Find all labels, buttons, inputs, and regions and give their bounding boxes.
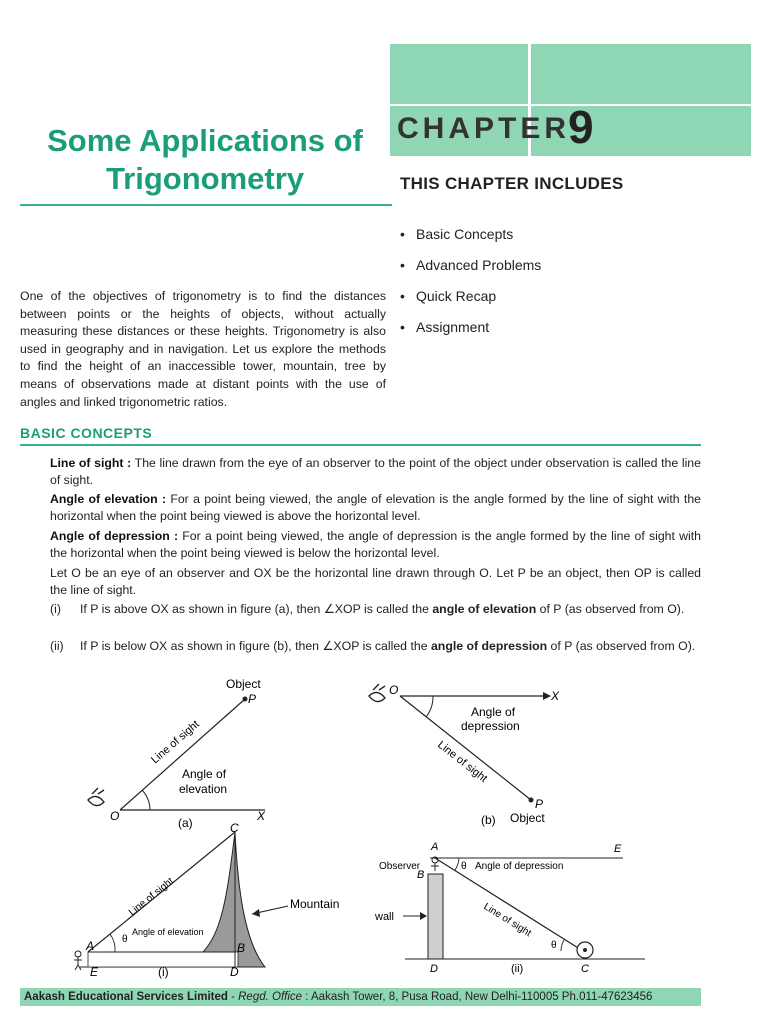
list-item-elevation: (i) If P is above OX as shown in figure (a), then ∠XOP is called the angle of elevation of P (as observed from O). — [50, 602, 685, 616]
fig-ii-e: E — [614, 843, 622, 855]
figure-wall — [375, 838, 675, 980]
fig-i-d: D — [230, 965, 239, 979]
fig-ii-angle: Angle of depression — [475, 861, 564, 872]
fig-b-angle-2: depression — [461, 719, 520, 733]
fig-a-o: O — [110, 809, 120, 823]
intro-paragraph: One of the objectives of trigonometry is to find the distances between points or the heights of objects, without actually measuring these distances or these heights. Trigonometry is also used in geography and in navigation. Let us explore the methods to find the height of an inaccessible tower, mountain, tree by means of observations made at distant points with the use of angles and linked trigonometric ratios. — [20, 289, 386, 409]
fig-b-sight: Line of sight — [435, 738, 490, 785]
fig-b-caption: (b) — [481, 813, 496, 827]
eye-icon — [369, 684, 385, 702]
fig-i-b: B — [237, 941, 246, 955]
bullet-icon: • — [400, 288, 405, 304]
definition-angle-of-depression: Angle of depression : For a point being viewed, the angle of depression is the angle formed by the line of sight with the horizontal when the point being viewed is below the horizontal level. — [50, 529, 701, 560]
includes-heading: THIS CHAPTER INCLUDES — [400, 174, 624, 193]
fig-i-theta: θ — [122, 934, 128, 945]
bullet-icon: • — [400, 226, 405, 242]
list-item-depression: (ii) If P is below OX as shown in figure (b), then ∠XOP is called the angle of depression of P (as observed from O). — [50, 639, 696, 653]
includes-list — [400, 222, 541, 346]
fig-b-p: P — [535, 797, 544, 811]
setup-paragraph: Let O be an eye of an observer and OX be the horizontal line drawn through O. Let P be an object, then OP is called the line of sight. — [50, 566, 701, 597]
fig-ii-theta-2: θ — [551, 940, 557, 951]
list-item: • Basic Concepts — [400, 222, 541, 253]
list-item: • Advanced Problems — [400, 253, 541, 284]
fig-a-sight: Line of sight — [149, 718, 202, 767]
fig-a-angle-2: elevation — [179, 782, 228, 796]
fig-b-o: O — [389, 683, 399, 697]
fig-a-caption: (a) — [178, 816, 193, 830]
title-line-2: Trigonometry — [105, 161, 305, 196]
figure-angle-of-depression — [355, 680, 575, 830]
chapter-label: CHAPTER — [397, 112, 571, 145]
fig-ii-a: A — [431, 841, 439, 853]
fig-i-angle: Angle of elevation — [132, 927, 204, 937]
observer-icon — [431, 857, 439, 871]
title-divider — [20, 204, 392, 206]
fig-ii-observer: Observer — [379, 861, 421, 872]
section-heading: BASIC CONCEPTS — [20, 425, 153, 441]
fig-a-p: P — [248, 692, 257, 706]
fig-b-object: Object — [510, 811, 545, 825]
figure-angle-of-elevation — [70, 672, 290, 832]
definition-line-of-sight: Line of sight : The line drawn from the eye of an observer to the point of the object under observation is called the line of sight. — [50, 456, 701, 487]
fig-i-mountain: Mountain — [290, 897, 340, 911]
list-item: • Assignment — [400, 315, 541, 346]
fig-ii-b: B — [417, 869, 425, 881]
bullet-icon: • — [400, 257, 405, 273]
fig-ii-c: C — [581, 963, 589, 975]
header-band-top-left — [390, 44, 528, 104]
fig-ii-d: D — [430, 963, 438, 975]
fig-i-c: C — [230, 822, 239, 835]
list-item: • Quick Recap — [400, 284, 541, 315]
bullet-icon: • — [400, 319, 405, 335]
eye-icon — [88, 788, 104, 806]
fig-ii-caption: (ii) — [511, 963, 524, 975]
fig-i-sight: Line of sight — [126, 875, 176, 919]
fig-b-angle-1: Angle of — [471, 705, 516, 719]
fig-i-e: E — [90, 965, 99, 979]
fig-ii-wall: wall — [375, 911, 394, 923]
fig-a-x: X — [257, 809, 266, 823]
footer-bar: Aakash Educational Services Limited - Regd. Office : Aakash Tower, 8, Pusa Road, New Delhi-110005 Ph.011-47623456 — [20, 988, 701, 1006]
figure-mountain — [70, 822, 370, 982]
fig-ii-sight: Line of sight — [481, 901, 533, 940]
fig-i-a: A — [86, 939, 95, 953]
chapter-number: 9 — [568, 101, 594, 153]
definition-angle-of-elevation: Angle of elevation : For a point being viewed, the angle of elevation is the angle formed by the line of sight with the horizontal when the point being viewed is above the horizontal level. — [50, 492, 701, 523]
fig-a-angle-1: Angle of — [182, 767, 227, 781]
header-band-top-right — [531, 44, 751, 104]
page-title — [0, 122, 410, 198]
section-divider — [20, 444, 701, 446]
fig-i-caption: (i) — [158, 965, 169, 979]
fig-ii-theta-1: θ — [461, 861, 467, 872]
fig-a-object: Object — [226, 677, 261, 691]
fig-b-x: X — [551, 689, 560, 703]
title-line-1: Some Applications of — [47, 123, 363, 158]
